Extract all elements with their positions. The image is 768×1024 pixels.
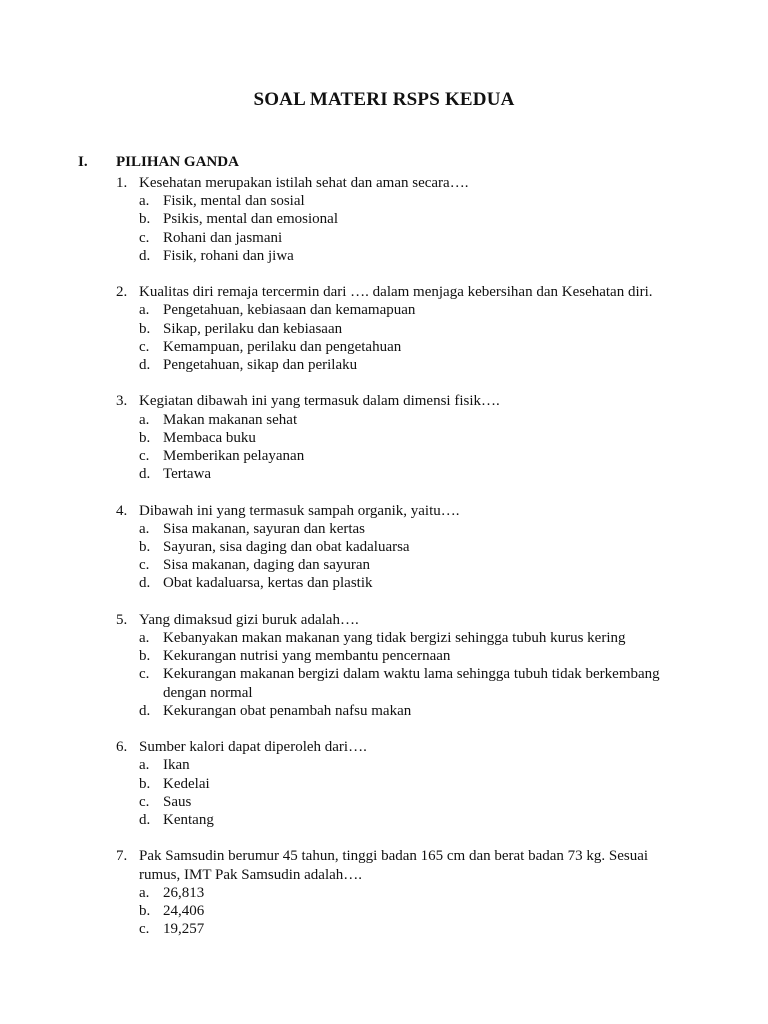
option-text: Kemampuan, perilaku dan pengetahuan bbox=[163, 338, 402, 355]
option-text: Pengetahuan, sikap dan perilaku bbox=[163, 357, 358, 374]
option-item bbox=[139, 884, 678, 902]
section-number: I. bbox=[78, 154, 88, 170]
question-list bbox=[0, 174, 768, 957]
option-text: Memberikan pelayanan bbox=[163, 448, 305, 465]
section-heading bbox=[78, 154, 239, 171]
question-text: Kegiatan dibawah ini yang termasuk dalam dimensi fisik…. bbox=[139, 393, 500, 410]
question-text: Dibawah ini yang termasuk sampah organik, yaitu…. bbox=[139, 502, 460, 519]
option-item bbox=[139, 520, 678, 538]
question-number: 5. bbox=[116, 611, 128, 628]
question-item bbox=[0, 847, 768, 938]
option-text: Rohani dan jasmani bbox=[163, 229, 283, 246]
question-text: Kesehatan merupakan istilah sehat dan aman secara…. bbox=[139, 175, 469, 191]
option-letter: d. bbox=[139, 466, 151, 483]
option-item bbox=[139, 301, 678, 319]
option-text: Membaca buku bbox=[163, 429, 256, 446]
option-letter: b. bbox=[139, 903, 151, 920]
option-letter: a. bbox=[139, 302, 150, 319]
option-letter: b. bbox=[139, 648, 151, 665]
option-list bbox=[139, 411, 678, 484]
option-item bbox=[139, 447, 678, 465]
option-letter: a. bbox=[139, 411, 150, 428]
option-item bbox=[139, 647, 678, 665]
option-text: Kentang bbox=[163, 812, 214, 829]
option-item bbox=[139, 210, 678, 228]
option-item bbox=[139, 247, 678, 265]
question-number: 4. bbox=[116, 502, 128, 519]
option-text: Fisik, rohani dan jiwa bbox=[163, 247, 294, 264]
option-letter: a. bbox=[139, 630, 150, 647]
option-letter: b. bbox=[139, 539, 151, 556]
section-title: PILIHAN GANDA bbox=[116, 154, 239, 170]
option-text: 24,406 bbox=[163, 903, 205, 920]
option-item bbox=[139, 775, 678, 793]
option-item bbox=[139, 411, 678, 429]
option-text: Kekurangan makanan bergizi dalam waktu lama sehingga tubuh tidak berkembang dengan normal bbox=[163, 666, 660, 701]
option-letter: c. bbox=[139, 229, 150, 246]
option-letter: b. bbox=[139, 211, 151, 228]
question-text: Sumber kalori dapat diperoleh dari…. bbox=[139, 739, 367, 756]
option-text: Sisa makanan, daging dan sayuran bbox=[163, 557, 371, 574]
page-title: SOAL MATERI RSPS KEDUA bbox=[253, 89, 515, 110]
option-list bbox=[139, 520, 678, 593]
option-item bbox=[139, 356, 678, 374]
option-letter: b. bbox=[139, 775, 151, 792]
question-number: 6. bbox=[116, 739, 128, 756]
option-text: Pengetahuan, kebiasaan dan kemamapuan bbox=[163, 302, 416, 319]
question-item bbox=[0, 611, 768, 720]
option-letter: a. bbox=[139, 520, 150, 537]
option-letter: b. bbox=[139, 320, 151, 337]
option-letter: d. bbox=[139, 702, 151, 719]
option-item bbox=[139, 465, 678, 483]
option-letter: c. bbox=[139, 557, 150, 574]
option-item bbox=[139, 192, 678, 210]
option-item bbox=[139, 538, 678, 556]
option-list bbox=[139, 884, 678, 939]
option-text: Fisik, mental dan sosial bbox=[163, 193, 305, 210]
option-list bbox=[139, 301, 678, 374]
option-letter: d. bbox=[139, 812, 151, 829]
option-text: Kekurangan obat penambah nafsu makan bbox=[163, 702, 412, 719]
option-letter: c. bbox=[139, 666, 150, 683]
option-text: Kedelai bbox=[163, 775, 210, 792]
option-text: Kebanyakan makan makanan yang tidak bergizi sehingga tubuh kurus kering bbox=[163, 630, 626, 647]
option-item bbox=[139, 229, 678, 247]
option-text: Sayuran, sisa daging dan obat kadaluarsa bbox=[163, 539, 410, 556]
option-text: Kekurangan nutrisi yang membantu pencernaan bbox=[163, 648, 451, 665]
option-letter: b. bbox=[139, 429, 151, 446]
option-text: Saus bbox=[163, 793, 192, 810]
question-text: Pak Samsudin berumur 45 tahun, tinggi badan 165 cm dan berat badan 73 kg. Sesuai rumus, IMT Pak Samsudin adalah…. bbox=[139, 848, 649, 883]
option-text: 19,257 bbox=[163, 921, 205, 938]
option-list bbox=[139, 192, 678, 265]
option-item bbox=[139, 811, 678, 829]
option-text: Sisa makanan, sayuran dan kertas bbox=[163, 520, 366, 537]
option-item bbox=[139, 574, 678, 592]
option-letter: a. bbox=[139, 884, 150, 901]
option-item bbox=[139, 320, 678, 338]
option-text: Sikap, perilaku dan kebiasaan bbox=[163, 320, 343, 337]
option-text: Ikan bbox=[163, 757, 190, 774]
option-item bbox=[139, 756, 678, 774]
question-item bbox=[0, 738, 768, 829]
question-text: Yang dimaksud gizi buruk adalah…. bbox=[139, 611, 359, 628]
option-item bbox=[139, 665, 678, 701]
option-letter: c. bbox=[139, 921, 150, 938]
option-letter: d. bbox=[139, 575, 151, 592]
option-text: Psikis, mental dan emosional bbox=[163, 211, 338, 228]
option-list bbox=[139, 629, 678, 720]
option-letter: a. bbox=[139, 193, 150, 210]
question-item bbox=[0, 502, 768, 593]
question-number: 2. bbox=[116, 284, 128, 301]
option-letter: a. bbox=[139, 757, 150, 774]
option-item bbox=[139, 429, 678, 447]
option-letter: c. bbox=[139, 448, 150, 465]
option-item bbox=[139, 556, 678, 574]
option-item bbox=[139, 902, 678, 920]
question-number: 7. bbox=[116, 848, 128, 865]
option-text: Makan makanan sehat bbox=[163, 411, 298, 428]
question-text: Kualitas diri remaja tercermin dari …. dalam menjaga kebersihan dan Kesehatan diri. bbox=[139, 284, 653, 301]
option-list bbox=[139, 756, 678, 829]
option-text: 26,813 bbox=[163, 884, 205, 901]
option-text: Obat kadaluarsa, kertas dan plastik bbox=[163, 575, 373, 592]
question-number: 3. bbox=[116, 393, 128, 410]
option-item bbox=[139, 793, 678, 811]
option-letter: d. bbox=[139, 357, 151, 374]
question-item bbox=[0, 283, 768, 374]
question-item bbox=[0, 174, 768, 265]
question-item bbox=[0, 392, 768, 483]
option-letter: c. bbox=[139, 338, 150, 355]
option-letter: d. bbox=[139, 247, 151, 264]
option-item bbox=[139, 338, 678, 356]
question-number: 1. bbox=[116, 175, 128, 191]
option-letter: c. bbox=[139, 793, 150, 810]
option-text: Tertawa bbox=[163, 466, 212, 483]
option-item bbox=[139, 920, 678, 938]
option-item bbox=[139, 629, 678, 647]
option-item bbox=[139, 702, 678, 720]
